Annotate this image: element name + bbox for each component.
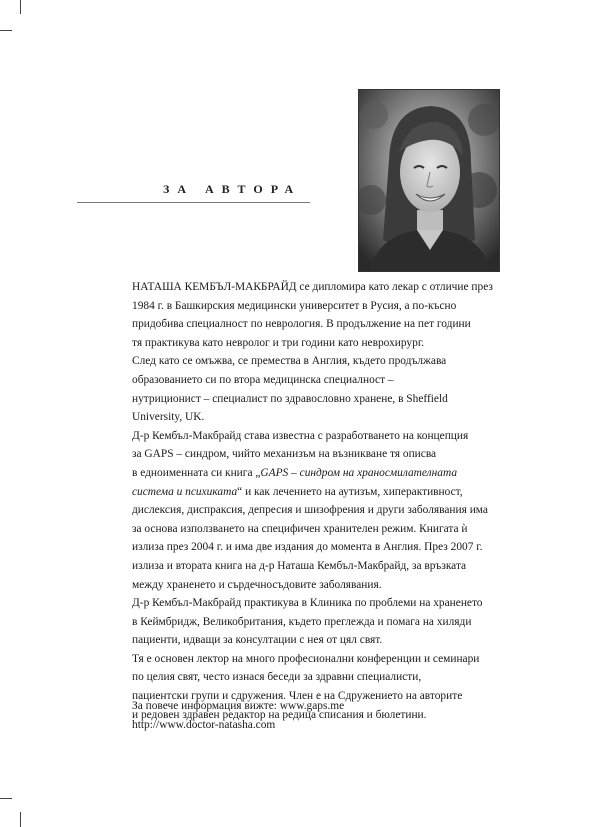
website-link[interactable]: http://www.doctor-natasha.com (132, 718, 276, 731)
bio-line: Д-р Кембъл-Макбрайд става известна с разработването на концепция (132, 429, 469, 442)
book-title-italic: система и психиката (132, 485, 238, 498)
bio-line: излиза и втората книга на д-р Наташа Кембъл-Макбрайд, за връзката (132, 559, 467, 572)
bio-line: между храненето и сърдечносъдовите заболявания. (132, 578, 382, 591)
author-photo (358, 89, 500, 272)
bio-line: и редовен здравен редактор на редица списания и бюлетини. (132, 708, 427, 721)
crop-mark-bottom-left-vertical (20, 812, 21, 827)
bio-line: по целия свят, често изнася беседи за здравни специалисти, (132, 671, 422, 684)
section-title: ЗА АВТОРА (163, 182, 302, 196)
more-info-block (132, 697, 504, 734)
bio-line: University, UK. (132, 411, 205, 424)
bio-line: Д-р Кембъл-Макбрайд практикува в Клиника по проблеми на храненето (132, 597, 483, 610)
bio-line: пациентски групи и сдружения. Член е на Сдружението на авторите (132, 690, 463, 703)
bio-text: в едноименната си книга „ (132, 466, 261, 479)
bio-line: След като се омъжва, се премества в Англия, където продължава (132, 355, 447, 368)
bio-line: пациенти, идващи за консултации с нея от цял свят. (132, 634, 383, 647)
author-portrait-illustration (359, 90, 499, 271)
bio-paragraph (132, 278, 504, 724)
bio-line: Тя е основен лектор на много професионални конференции и семинари (132, 652, 480, 665)
crop-mark-top-left-vertical (20, 0, 21, 14)
bio-text: “ и как лечението на аутизъм, хиперактивност, (237, 485, 463, 498)
bio-line: придобива специалност по неврология. В продължение на пет години (132, 318, 471, 331)
more-info-link[interactable]: За повече информация вижте: www.gaps.me (132, 700, 345, 712)
bio-line: за основа използването на специфичен хранителен режим. Книгата ѝ (132, 522, 468, 535)
bio-line-book-title (132, 464, 504, 483)
bio-line: образованието си по втора медицинска специалност – (132, 373, 394, 386)
bio-line: тя практикува като невролог и три години като неврохирург. (132, 336, 425, 349)
bio-line: 1984 г. в Башкирския медицински университет в Русия, а по-късно (132, 299, 457, 312)
title-underline (77, 202, 310, 203)
author-biography (132, 278, 504, 724)
bio-line: нутриционист – специалист по здравословно хранене, в Sheffield (132, 392, 448, 405)
book-title-italic: GAPS – синдром на храносмилателната (260, 466, 458, 479)
crop-mark-top-left-horizontal (0, 30, 12, 31)
bio-line: НАТАША КЕМБЪЛ-МАКБРАЙД се дипломира като лекар с отличие през (132, 281, 493, 293)
crop-mark-bottom-left-horizontal (0, 798, 12, 799)
bio-line: в Кеймбридж, Великобритания, където преглежда и помага на хиляди (132, 615, 472, 628)
bio-line: за GAPS – синдром, чийто механизъм на възникване тя описва (132, 448, 437, 461)
bio-line: излиза през 2004 г. и има две издания до момента в Англия. През 2007 г. (132, 541, 483, 554)
bio-line-book-title (132, 483, 504, 502)
bio-line: дислексия, диспраксия, депресия и шизофрения и други заболявания има (132, 504, 488, 517)
